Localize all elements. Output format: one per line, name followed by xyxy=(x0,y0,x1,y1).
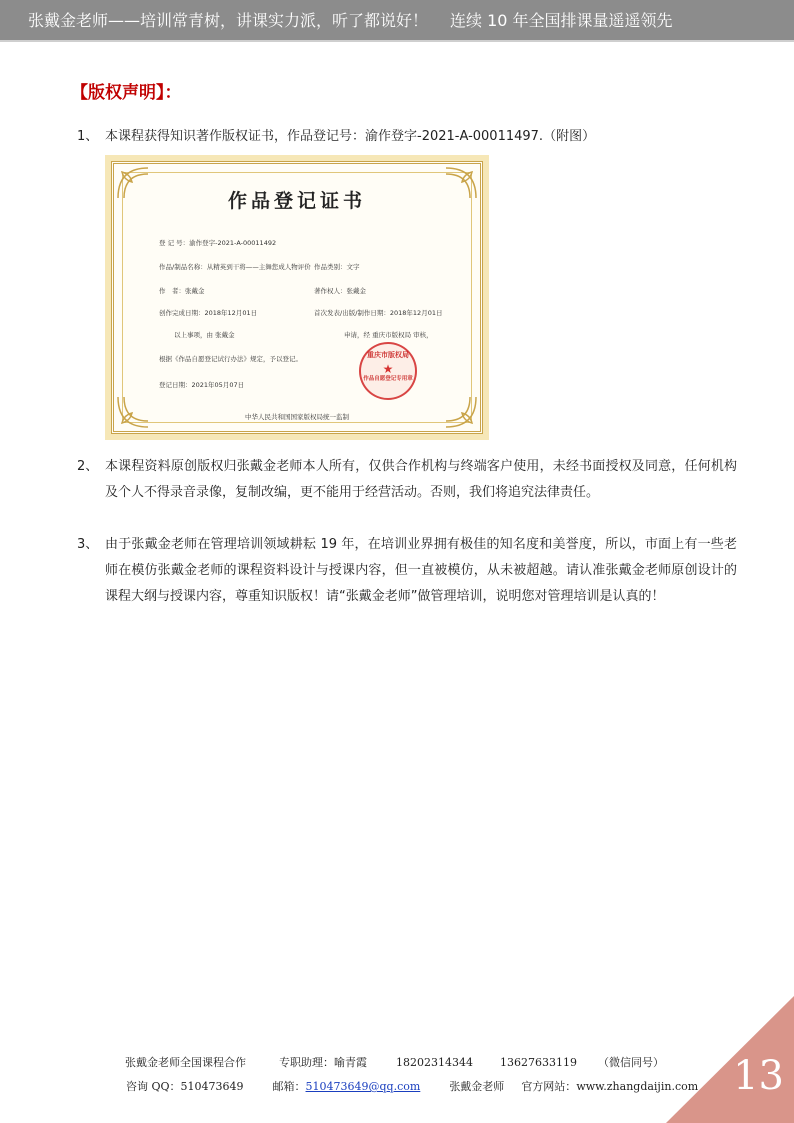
footer-email-label: 邮箱： xyxy=(272,1080,306,1093)
item-number: 1、 xyxy=(77,129,99,144)
footer-email-link[interactable]: 510473649@qq.com xyxy=(305,1080,421,1093)
certificate-frame xyxy=(111,161,483,434)
certificate-title: 作品登记证书 xyxy=(227,190,366,212)
footer-site-label: 官方网站： xyxy=(521,1080,577,1093)
cert-review: 申请，经 重庆市版权局 审核， xyxy=(344,331,433,339)
item-text: 本课程资料原创版权归张戴金老师本人所有，仅供合作机构与终端客户使用，未经书面授权及同意，任何机构及个人不得录音录像，复制改编，更不能用于经营活动。否则，我们将追究法律责任。 xyxy=(105,459,737,500)
footer-phone: 13627633119 xyxy=(499,1056,577,1069)
footer-phone: 18202314344 xyxy=(396,1056,473,1069)
footer-teacher: 张戴金老师 xyxy=(449,1080,505,1093)
certificate-image xyxy=(105,155,489,440)
item-text: 本课程获得知识著作版权证书，作品登记号：渝作登字-2021-A-00011497.（附图） xyxy=(105,129,596,144)
footer-contact-line xyxy=(125,1054,664,1070)
banner-slogan: 张戴金老师——培训常青树，讲课实力派，听了都说好！ xyxy=(28,11,429,30)
cert-created-date: 创作完成日期：2018年12月01日 xyxy=(159,309,258,317)
item-number: 3、 xyxy=(77,537,99,552)
footer-qq: 咨询 QQ：510473649 xyxy=(126,1080,244,1093)
cert-author: 作 者：张戴金 xyxy=(159,287,205,295)
footer-wechat-note: （微信同号） xyxy=(597,1056,664,1069)
item-text: 由于张戴金老师在管理培训领域耕耘 19 年，在培训业界拥有极佳的知名度和美誉度，所以，市面上有一些老师在模仿张戴金老师的课程资料设计与授课内容，但一直被模仿，从未被超越。请认准张戴金老师原创设计的课程大纲与授课内容，尊重知识版权！请“张戴金老师”做管理培训，说明您对管理培训是认真的！ xyxy=(105,537,737,604)
list-item xyxy=(77,124,737,150)
cert-work-type: 作品类别：文字 xyxy=(314,263,360,271)
cert-reg-date: 登记日期：2021年05月07日 xyxy=(159,381,245,389)
cert-reg-no: 登 记 号：渝作登字-2021-A-00011492 xyxy=(159,239,277,247)
page-number: 13 xyxy=(733,1053,784,1099)
footer-assistant: 专职助理：喻青霞 xyxy=(279,1056,367,1069)
cert-work-name: 作品/制品名称：从精英到干将——主舞您成人物评价 xyxy=(159,263,311,271)
cert-owner: 著作权人：张戴金 xyxy=(314,287,366,295)
cert-basis: 根据《作品自愿登记试行办法》规定，予以登记。 xyxy=(159,355,302,363)
top-banner xyxy=(0,0,794,42)
cert-applicant: 以上事项，由 张戴金 xyxy=(174,331,235,339)
footer-site: www.zhangdaijin.com xyxy=(576,1080,699,1093)
seal-purpose-text: 作品自愿登记专用章 xyxy=(363,376,413,382)
banner-ranking: 连续 10 年全国排课量遥遥领先 xyxy=(450,11,673,30)
seal-star-icon: ★ xyxy=(382,362,394,376)
section-title: 【版权声明】： xyxy=(71,83,182,103)
seal-org-text: 重庆市版权局 xyxy=(367,351,409,359)
list-item xyxy=(77,454,737,506)
official-seal xyxy=(359,342,417,400)
list-item xyxy=(77,532,737,610)
cert-published-date: 首次发表/出版/制作日期：2018年12月01日 xyxy=(314,309,443,317)
footer-org: 张戴金老师全国课程合作 xyxy=(125,1056,246,1069)
cert-issuer: 中华人民共和国国家版权局统一监制 xyxy=(245,413,349,421)
footer-web-line xyxy=(126,1078,698,1094)
item-number: 2、 xyxy=(77,459,99,474)
